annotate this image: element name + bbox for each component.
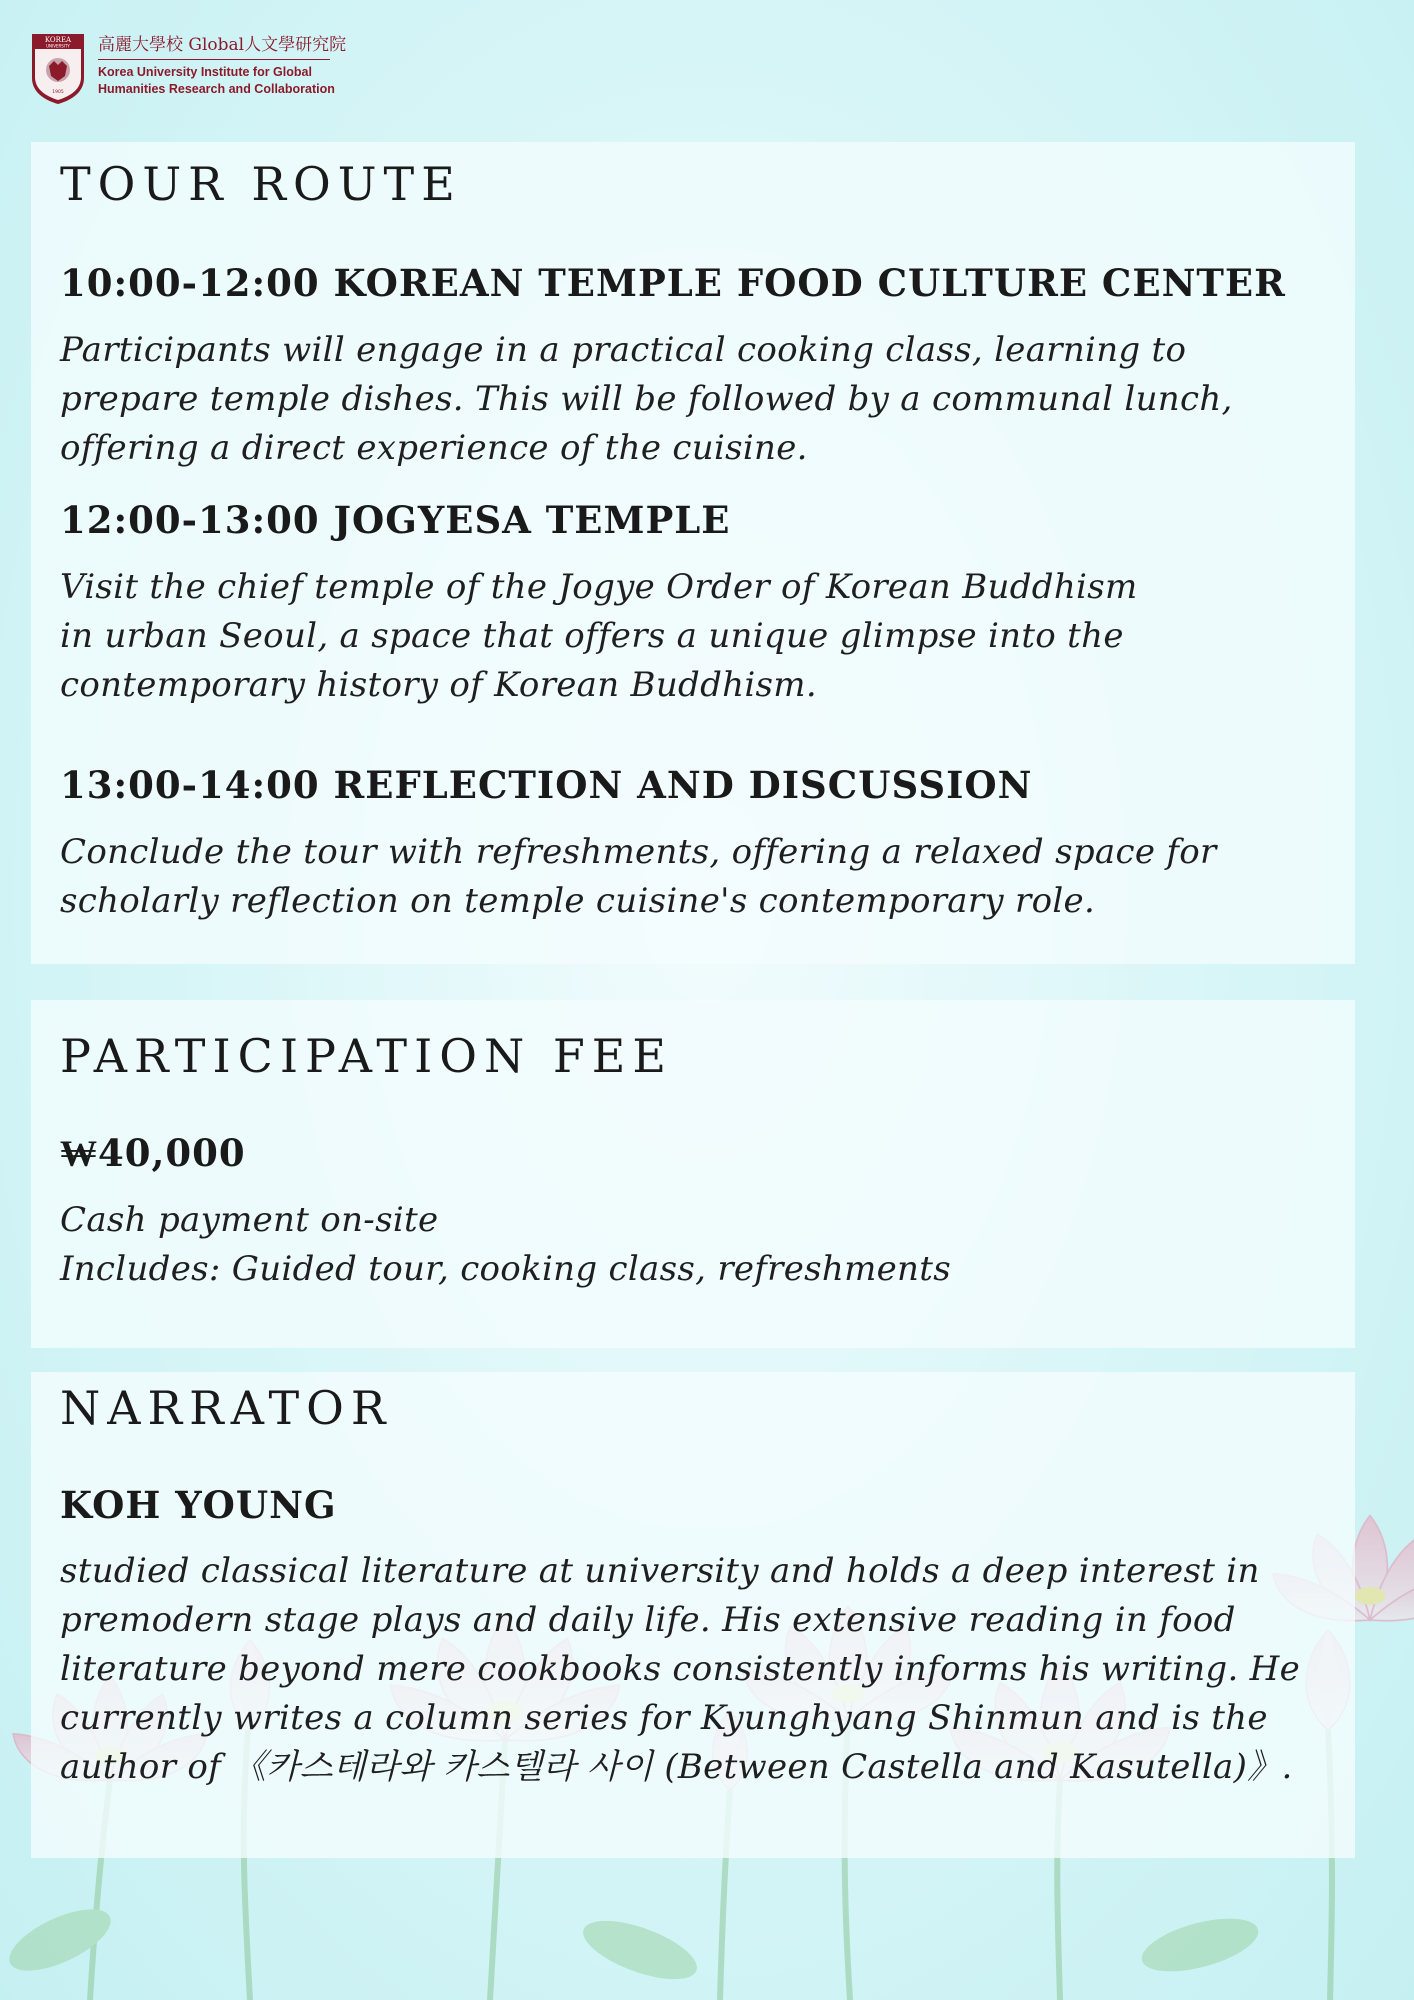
participation-fee-title: PARTICIPATION FEE — [60, 1029, 673, 1083]
participation-fee-panel — [31, 1000, 1355, 1348]
korea-university-crest-icon — [30, 32, 86, 106]
tour-item-1-line-2: prepare temple dishes. This will be followed by a communal lunch, — [60, 379, 1233, 419]
tour-route-panel — [31, 142, 1355, 964]
tour-item-2-line-1: Visit the chief temple of the Jogye Order of Korean Buddhism — [60, 567, 1138, 607]
narrator-title: NARRATOR — [60, 1381, 393, 1435]
fee-line-2: Includes: Guided tour, cooking class, refreshments — [60, 1249, 951, 1289]
narrator-panel — [31, 1372, 1355, 1858]
narrator-bio-line-1: studied classical literature at university and holds a deep interest in — [60, 1551, 1260, 1591]
tour-item-2-line-2: in urban Seoul, a space that offers a unique glimpse into the — [60, 616, 1124, 656]
narrator-bio-line-2: premodern stage plays and daily life. His extensive reading in food — [60, 1600, 1236, 1640]
institute-name-en-line1: Korea University Institute for Global — [98, 65, 312, 79]
crest-year: 1905 — [52, 90, 64, 95]
institute-name-en-line2: Humanities Research and Collaboration — [98, 82, 335, 96]
tour-item-3-line-1: Conclude the tour with refreshments, offering a relaxed space for — [60, 832, 1217, 872]
fee-line-1: Cash payment on-site — [60, 1200, 439, 1240]
tour-item-2-line-3: contemporary history of Korean Buddhism. — [60, 665, 817, 705]
narrator-bio-line-4: currently writes a column series for Kyunghyang Shinmun and is the — [60, 1698, 1268, 1738]
narrator-name: KOH YOUNG — [60, 1483, 337, 1527]
tour-item-1-line-3: offering a direct experience of the cuisine. — [60, 428, 808, 468]
institute-name-cjk: 高麗大學校 Global人文學研究院 — [98, 35, 347, 55]
tour-item-3-line-2: scholarly reflection on temple cuisine's contemporary role. — [60, 881, 1096, 921]
fee-amount: ₩40,000 — [60, 1131, 246, 1175]
crest-wordmark-top: KOREA — [44, 36, 72, 44]
narrator-bio-line-5: author of 《카스테라와 카스텔라 사이 (Between Castella and Kasutella)》. — [60, 1747, 1293, 1787]
tour-item-1-heading: 10:00-12:00 KOREAN TEMPLE FOOD CULTURE CENTER — [60, 261, 1286, 305]
tour-item-2-heading: 12:00-13:00 JOGYESA TEMPLE — [60, 498, 731, 542]
institute-logo — [30, 32, 346, 106]
tour-item-1-line-1: Participants will engage in a practical cooking class, learning to — [60, 330, 1187, 370]
narrator-bio-line-3: literature beyond mere cookbooks consistently informs his writing. He — [60, 1649, 1301, 1689]
tour-route-title: TOUR ROUTE — [60, 157, 462, 211]
tour-item-3-heading: 13:00-14:00 REFLECTION AND DISCUSSION — [60, 763, 1033, 807]
logo-divider — [98, 59, 330, 60]
crest-wordmark-bottom: UNIVERSITY — [46, 43, 70, 49]
